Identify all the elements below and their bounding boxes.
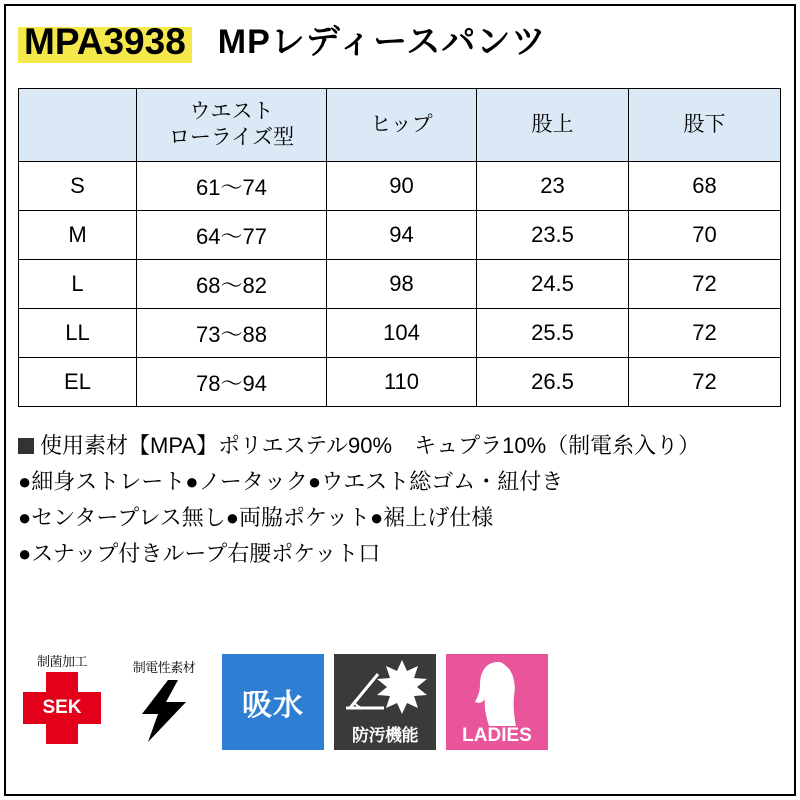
cell-hip: 98 bbox=[327, 260, 477, 309]
cell-hip: 110 bbox=[327, 358, 477, 407]
col-header-waist bbox=[137, 89, 327, 162]
cell-waist: 64〜77 bbox=[137, 211, 327, 260]
cell-hip: 90 bbox=[327, 162, 477, 211]
cell-rise: 23 bbox=[477, 162, 629, 211]
page-title: MPレディースパンツ bbox=[217, 23, 547, 61]
feature-line-2: ●センタープレス無し●両脇ポケット●裾上げ仕様 bbox=[18, 505, 494, 530]
sek-cross-shape bbox=[23, 672, 101, 744]
size-table-head bbox=[19, 89, 781, 162]
sek-icon-label: SEK bbox=[42, 697, 82, 718]
material-text: 使用素材【MPA】ポリエステル90% キュプラ10%（制電糸入り） bbox=[40, 433, 701, 458]
size-table-body bbox=[19, 162, 781, 407]
cell-hip: 94 bbox=[327, 211, 477, 260]
product-code: MPA3938 bbox=[24, 21, 186, 62]
cell-size: S bbox=[19, 162, 137, 211]
feature-line-3: ●スナップ付きループ右腰ポケット口 bbox=[18, 541, 381, 566]
stain-resistant-icon bbox=[334, 654, 436, 750]
woman-silhouette-icon bbox=[472, 660, 522, 726]
header bbox=[18, 14, 776, 70]
cell-size: EL bbox=[19, 358, 137, 407]
sek-icon-caption: 制菌加工 bbox=[36, 654, 87, 669]
table-header-row bbox=[19, 89, 781, 162]
cell-inseam: 72 bbox=[629, 260, 781, 309]
cell-waist: 61〜74 bbox=[137, 162, 327, 211]
table-row bbox=[19, 211, 781, 260]
col-header-waist-line1: ウエスト bbox=[189, 100, 274, 123]
description-block bbox=[18, 428, 784, 572]
cell-rise: 26.5 bbox=[477, 358, 629, 407]
cell-rise: 23.5 bbox=[477, 211, 629, 260]
cell-size: L bbox=[19, 260, 137, 309]
lightning-bolt-icon bbox=[134, 680, 194, 742]
cell-waist: 78〜94 bbox=[137, 358, 327, 407]
product-code-wrapper bbox=[18, 17, 192, 67]
cell-inseam: 72 bbox=[629, 309, 781, 358]
stain-resistant-label: 防汚機能 bbox=[352, 726, 418, 745]
water-absorbent-label: 吸水 bbox=[242, 689, 304, 722]
antistatic-icon bbox=[116, 660, 212, 750]
col-header-waist-line2: ローライズ型 bbox=[168, 126, 295, 149]
cell-inseam: 70 bbox=[629, 211, 781, 260]
col-header-rise: 股上 bbox=[477, 89, 629, 162]
cell-size: M bbox=[19, 211, 137, 260]
ladies-label: LADIES bbox=[462, 725, 532, 746]
cell-rise: 24.5 bbox=[477, 260, 629, 309]
col-header-hip: ヒップ bbox=[327, 89, 477, 162]
ladies-icon bbox=[446, 654, 548, 750]
icon-badges-row bbox=[18, 630, 784, 750]
material-line bbox=[18, 428, 784, 464]
water-absorbent-icon bbox=[222, 654, 324, 750]
cell-inseam: 72 bbox=[629, 358, 781, 407]
cell-inseam: 68 bbox=[629, 162, 781, 211]
col-header-size bbox=[19, 89, 137, 162]
cell-hip: 104 bbox=[327, 309, 477, 358]
cell-rise: 25.5 bbox=[477, 309, 629, 358]
col-header-inseam: 股下 bbox=[629, 89, 781, 162]
sek-icon bbox=[18, 654, 106, 750]
table-row bbox=[19, 162, 781, 211]
feature-line-1: ●細身ストレート●ノータック●ウエスト総ゴム・紐付き bbox=[18, 469, 564, 494]
square-bullet-icon bbox=[18, 438, 34, 454]
table-row bbox=[19, 358, 781, 407]
table-row bbox=[19, 260, 781, 309]
antistatic-icon-caption: 制電性素材 bbox=[132, 660, 196, 675]
stain-repel-graphic-icon bbox=[340, 658, 430, 720]
cell-waist: 68〜82 bbox=[137, 260, 327, 309]
table-row bbox=[19, 309, 781, 358]
size-table bbox=[18, 88, 781, 407]
cell-size: LL bbox=[19, 309, 137, 358]
cell-waist: 73〜88 bbox=[137, 309, 327, 358]
